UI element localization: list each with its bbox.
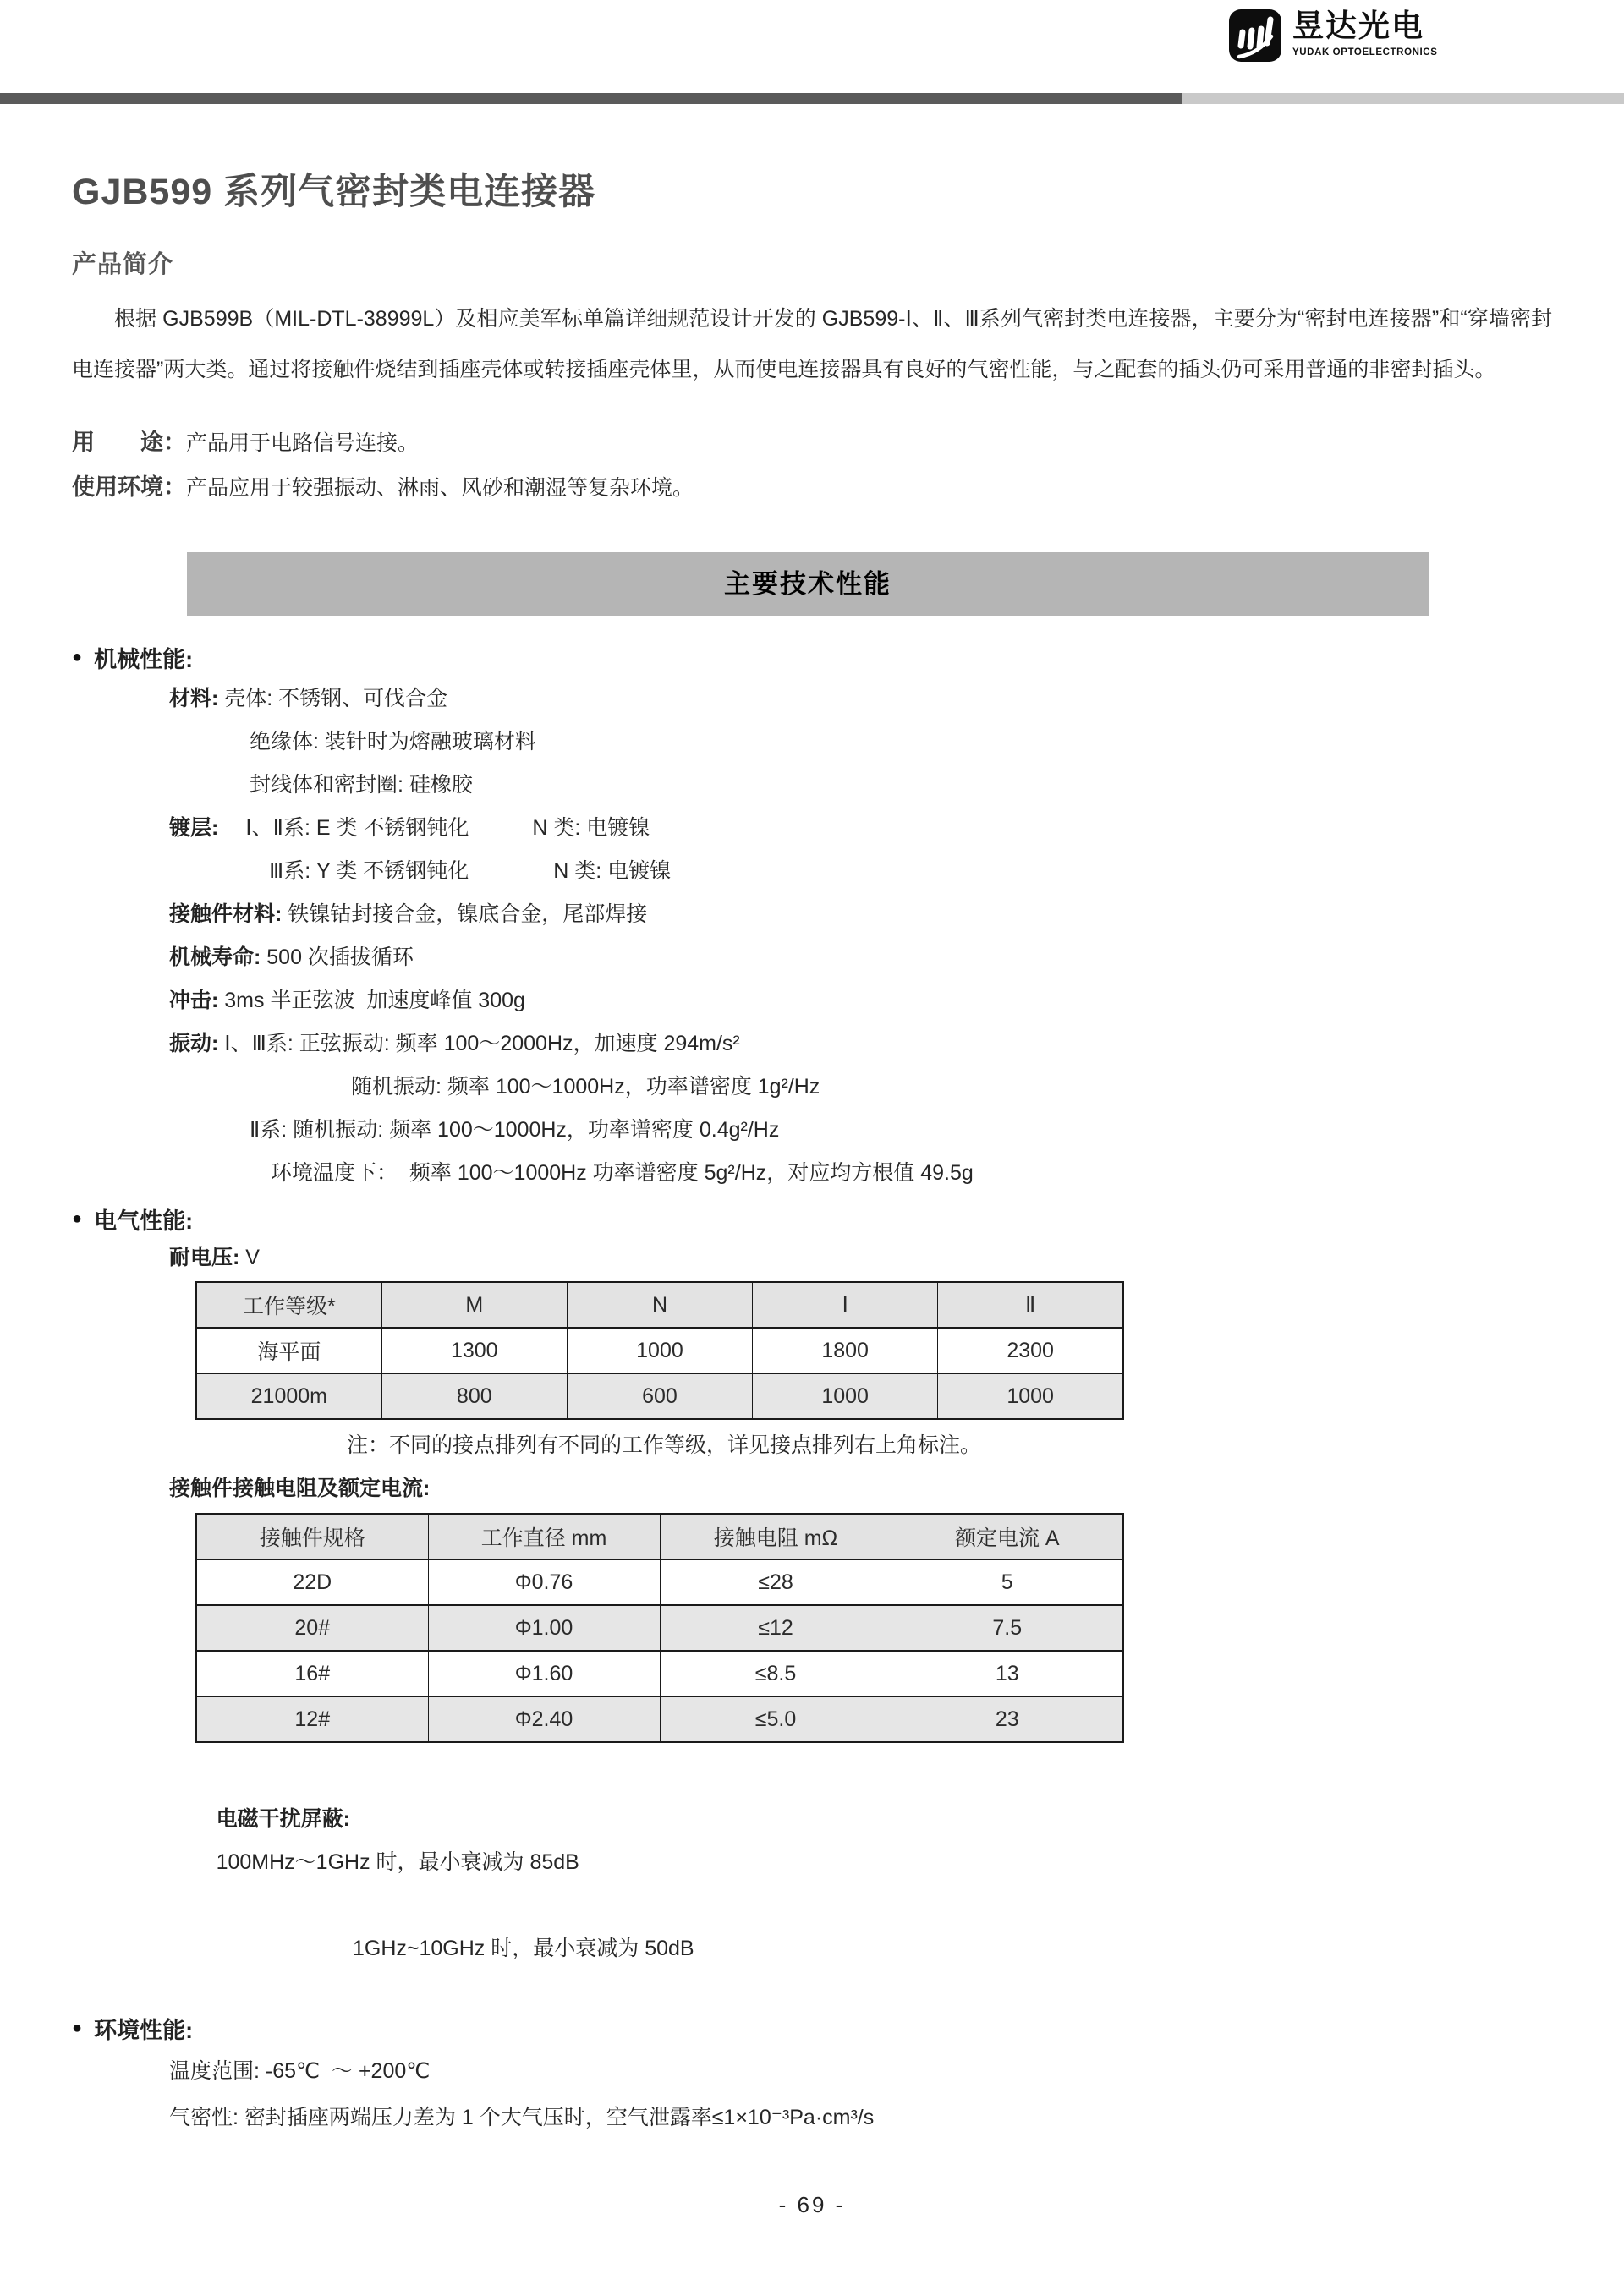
- voltage-table-note: 注：不同的接点排列有不同的工作等级，详见接点排列右上角标注。: [347, 1433, 982, 1457]
- spec-line: 材料: 壳体: 不锈钢、可伐合金: [169, 687, 448, 710]
- spec-line: 机械寿命: 500 次插拔循环: [169, 945, 414, 969]
- company-logo: [1228, 8, 1437, 63]
- table-header-cell: M: [381, 1282, 567, 1328]
- logo-text: [1292, 8, 1437, 58]
- spec-label: 气密性:: [169, 2106, 239, 2129]
- usage-line: [72, 420, 1552, 465]
- table-cell: Φ2.40: [428, 1696, 660, 1742]
- emi-shielding-label: 电磁干扰屏蔽:: [216, 1807, 350, 1831]
- mechanical-section-title: 机械性能:: [94, 646, 194, 672]
- table-cell: Φ0.76: [428, 1559, 660, 1605]
- table-header-row: [196, 1282, 1123, 1328]
- table-cell: ≤8.5: [660, 1651, 892, 1696]
- use-environment-text: 产品应用于较强振动、淋雨、风砂和潮湿等复杂环境。: [186, 476, 694, 500]
- table-header-cell: 接触件规格: [196, 1514, 428, 1559]
- table-cell: 16#: [196, 1651, 428, 1696]
- usage-text: 产品用于电路信号连接。: [186, 431, 420, 455]
- header-rule: [0, 93, 1624, 104]
- spec-label: 振动:: [169, 1032, 219, 1055]
- table-cell: 12#: [196, 1696, 428, 1742]
- use-environment-label: 使用环境：: [72, 474, 186, 500]
- table-cell: 7.5: [892, 1605, 1123, 1651]
- table-cell: 1300: [381, 1328, 567, 1373]
- logo-en-name: YUDAK OPTOELECTRONICS: [1292, 47, 1438, 58]
- table-header-cell: N: [567, 1282, 752, 1328]
- table-row: [196, 1328, 1123, 1373]
- withstand-voltage-unit: V: [245, 1246, 260, 1269]
- table-cell: 5: [892, 1559, 1123, 1605]
- spec-line: 绝缘体: 装针时为熔融玻璃材料: [250, 730, 536, 753]
- table-cell: 海平面: [196, 1328, 381, 1373]
- bullet-icon: ●: [72, 1209, 83, 1228]
- emi-shielding-line-2: 1GHz~10GHz 时，最小衰减为 50dB: [353, 1937, 694, 1960]
- spec-line: 随机振动: 频率 100～1000Hz，功率谱密度 1g²/Hz: [351, 1075, 820, 1099]
- spec-line: 接触件材料: 铁镍钴封接合金，镍底合金，尾部焊接: [169, 902, 648, 926]
- environmental-spec-lines: [72, 2048, 1552, 2141]
- table-row: [196, 1559, 1123, 1605]
- intro-heading: 产品简介: [72, 251, 174, 278]
- table-row: [196, 1605, 1123, 1651]
- spec-label: 材料:: [169, 687, 219, 710]
- environmental-section: [72, 2008, 1552, 2141]
- table-cell: ≤12: [660, 1605, 892, 1651]
- table-header-row: [196, 1514, 1123, 1559]
- table-header-cell: 工作等级*: [196, 1282, 381, 1328]
- table-header-cell: Ⅱ: [938, 1282, 1123, 1328]
- table-cell: Φ1.60: [428, 1651, 660, 1696]
- spec-line: Ⅲ系: Y 类 不锈钢钝化 N 类: 电镀镍: [269, 859, 672, 883]
- table-cell: 23: [892, 1696, 1123, 1742]
- bullet-icon: ●: [72, 648, 83, 666]
- electrical-section-head: [72, 1198, 1552, 1239]
- environmental-section-head: [72, 2008, 1552, 2048]
- table-cell: 13: [892, 1651, 1123, 1696]
- spec-line: 冲击: 3ms 半正弦波 加速度峰值 300g: [169, 989, 525, 1012]
- header-rule-light: [1182, 93, 1624, 104]
- electrical-section-title: 电气性能:: [94, 1208, 194, 1234]
- contact-table: [195, 1513, 1124, 1743]
- table-row: [196, 1651, 1123, 1696]
- table-row: [196, 1696, 1123, 1742]
- voltage-table: [195, 1281, 1124, 1420]
- contact-resistance-label: 接触件接触电阻及额定电流:: [169, 1477, 431, 1500]
- spec-line: Ⅱ系: 随机振动: 频率 100～1000Hz，功率谱密度 0.4g²/Hz: [250, 1118, 780, 1142]
- emi-shielding-text-1: 100MHz～1GHz 时，最小衰减为 85dB: [216, 1850, 579, 1874]
- spec-line: 温度范围: -65℃ ～ +200℃: [169, 2059, 431, 2083]
- table-cell: 1000: [938, 1373, 1123, 1419]
- spec-line: 振动: Ⅰ、Ⅲ系: 正弦振动: 频率 100～2000Hz，加速度 294m/s²: [169, 1032, 740, 1055]
- spec-label: 机械寿命:: [169, 945, 261, 969]
- table-header-cell: 额定电流 A: [892, 1514, 1123, 1559]
- mechanical-section: [72, 637, 1552, 1195]
- page-title: GJB599 系列气密封类电连接器: [72, 172, 596, 212]
- use-environment-line: [72, 465, 1552, 510]
- spec-line: 镀层: Ⅰ、Ⅱ系: E 类 不锈钢钝化 N 类: 电镀镍: [169, 816, 650, 840]
- table-cell: ≤28: [660, 1559, 892, 1605]
- spec-label: 温度范围:: [169, 2059, 260, 2083]
- table-cell: 1800: [753, 1328, 938, 1373]
- spec-line: 环境温度下： 频率 100～1000Hz 功率谱密度 5g²/Hz，对应均方根值 49.5g: [271, 1161, 974, 1185]
- spec-label: 镀层:: [169, 816, 219, 840]
- mechanical-spec-lines: [72, 677, 1552, 1195]
- table-header-cell: Ⅰ: [753, 1282, 938, 1328]
- intro-paragraph: 根据 GJB599B（MIL-DTL-38999L）及相应美军标单篇详细规范设计开发的 GJB599-Ⅰ、Ⅱ、Ⅲ系列气密封类电连接器，主要分为“密封电连接器”和“穿墙密封电连接器”两大类。通过将接触件烧结到插座壳体或转接插座壳体里，从而使电连接器具有良好的气密性能，与之配套的插头仍可采用普通的非密封插头。: [72, 307, 1552, 381]
- table-cell: 800: [381, 1373, 567, 1419]
- environmental-section-title: 环境性能:: [94, 2017, 194, 2043]
- bullet-icon: ●: [72, 2019, 83, 2037]
- table-cell: 20#: [196, 1605, 428, 1651]
- tech-performance-header: 主要技术性能: [187, 552, 1429, 616]
- usage-label: 用 途：: [72, 430, 186, 455]
- mechanical-section-head: [72, 637, 1552, 677]
- table-cell: ≤5.0: [660, 1696, 892, 1742]
- spec-line: 封线体和密封圈: 硅橡胶: [250, 773, 473, 797]
- page-number: - 69 -: [778, 2192, 846, 2217]
- spec-line: 气密性: 密封插座两端压力差为 1 个大气压时，空气泄露率≤1×10⁻³Pa·cm³/s: [169, 2106, 875, 2129]
- table-cell: 600: [567, 1373, 752, 1419]
- table-row: [196, 1373, 1123, 1419]
- page-body: [0, 104, 1624, 2141]
- table-cell: Φ1.00: [428, 1605, 660, 1651]
- spec-label: 冲击:: [169, 989, 219, 1012]
- table-cell: 21000m: [196, 1373, 381, 1419]
- withstand-voltage-line: [72, 1239, 1552, 1276]
- header-rule-dark: [0, 93, 1182, 104]
- table-cell: 22D: [196, 1559, 428, 1605]
- logo-cn-name: 昱达光电: [1292, 8, 1424, 43]
- table-header-cell: 接触电阻 mΩ: [660, 1514, 892, 1559]
- spec-label: 接触件材料:: [169, 902, 283, 926]
- table-cell: 1000: [753, 1373, 938, 1419]
- table-cell: 1000: [567, 1328, 752, 1373]
- table-header-cell: 工作直径 mm: [428, 1514, 660, 1559]
- withstand-voltage-label: 耐电压:: [169, 1246, 240, 1269]
- emi-shielding-line-1: [72, 1755, 1552, 1927]
- table-cell: 2300: [938, 1328, 1123, 1373]
- electrical-section: [72, 1198, 1552, 1970]
- yudak-logo-icon: [1228, 8, 1282, 63]
